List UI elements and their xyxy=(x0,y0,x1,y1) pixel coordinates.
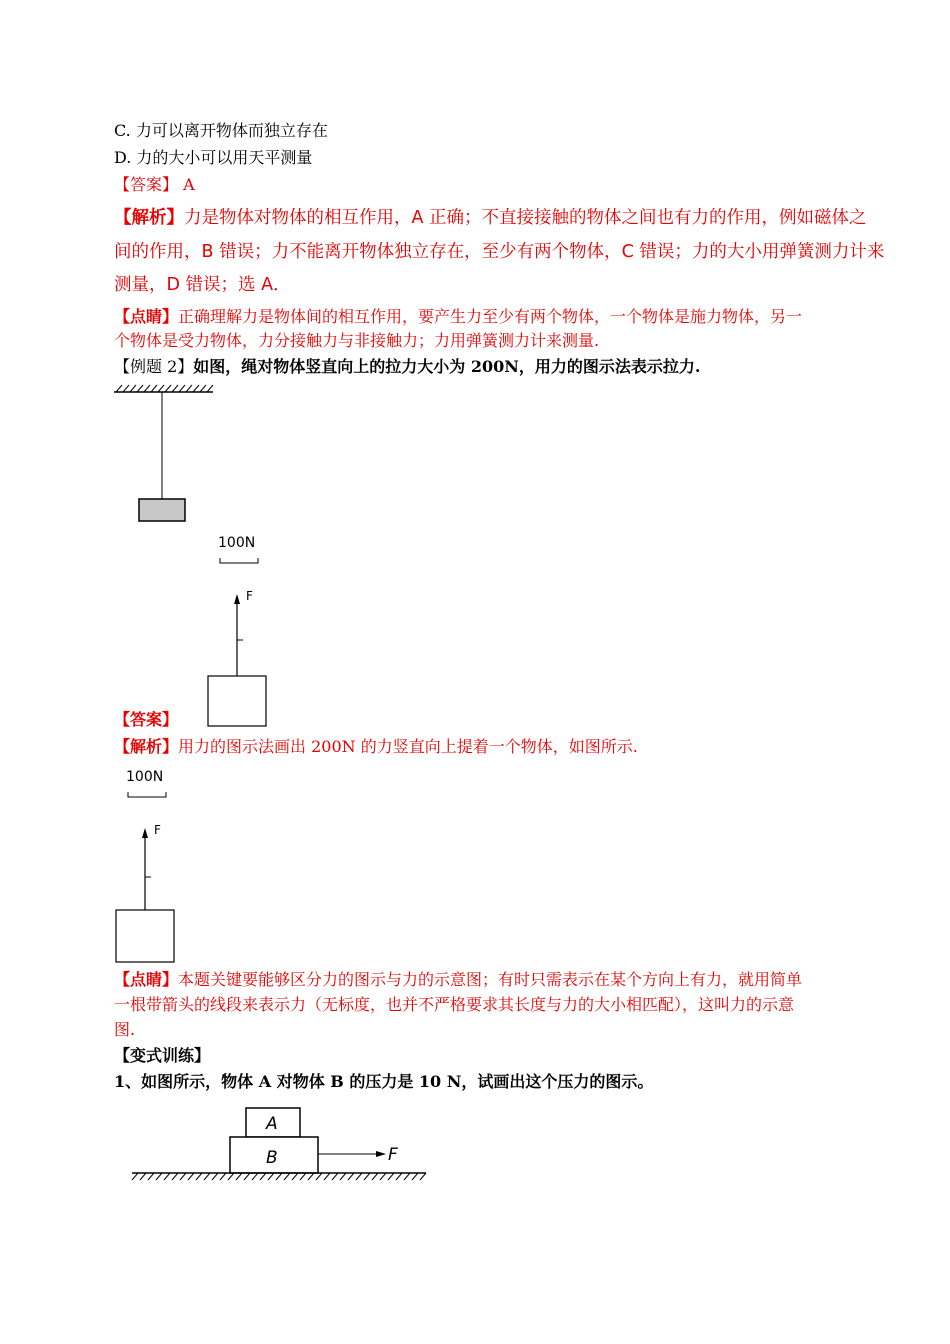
option-d: D. 力的大小可以用天平测量 xyxy=(114,148,313,167)
comment-2-line-1 xyxy=(114,969,802,991)
force-arrowhead xyxy=(142,828,148,838)
hanging-block-figure xyxy=(110,382,220,527)
answer-tag: 【答案】 xyxy=(114,175,179,194)
analysis-1-line-3: 测量，D 错误；选 A． xyxy=(114,275,291,295)
analysis-1-line-1 xyxy=(114,206,867,230)
object-box xyxy=(208,676,266,726)
force-arrowhead xyxy=(234,594,240,604)
comment-text: 正确理解力是物体间的相互作用，要产生力至少有两个物体，一个物体是施力物体，另一 xyxy=(178,307,803,326)
force-label: F xyxy=(246,589,253,603)
analysis-2-tag: 【解析】 xyxy=(114,737,179,756)
variant-title: 【变式训练】 xyxy=(114,1046,211,1065)
blocks-figure xyxy=(128,1104,433,1186)
ground-hatching xyxy=(132,1173,426,1180)
comment-tag: 【点睛】 xyxy=(114,307,179,326)
hanging-block xyxy=(139,499,185,521)
answer-1 xyxy=(114,174,195,196)
comment-1-line-1 xyxy=(114,306,802,328)
force-f-arrowhead xyxy=(376,1151,386,1157)
object-box xyxy=(116,910,174,962)
analysis-1-line-2: 间的作用，B 错误；力不能离开物体独立存在，至少有两个物体，C 错误；力的大小用弹簧测力计来 xyxy=(114,242,885,262)
scale-bar xyxy=(220,558,258,563)
force-diagram-1 xyxy=(200,530,280,730)
scale-label: 100N xyxy=(218,535,256,551)
scale-bar xyxy=(128,792,166,797)
comment-2-text: 本题关键要能够区分力的图示与力的示意图；有时只需表示在某个方向上有力，就用简单 xyxy=(178,970,803,989)
block-b-label: B xyxy=(266,1148,278,1168)
force-diagram-2 xyxy=(108,764,188,964)
scale-label: 100N xyxy=(126,769,164,785)
ceiling-hatching xyxy=(116,385,213,392)
answer-2: 【答案】 xyxy=(114,710,179,729)
comment-2-line-3: 图. xyxy=(114,1020,136,1039)
answer-value: A xyxy=(178,175,195,194)
variant-question-1: 1、如图所示，物体 A 对物体 B 的压力是 10 N，试画出这个压力的图示。 xyxy=(114,1072,654,1091)
force-f-label: F xyxy=(388,1145,398,1165)
comment-1-line-2: 个物体是受力物体，力分接触力与非接触力；力用弹簧测力计来测量. xyxy=(114,331,600,350)
block-a-label: A xyxy=(266,1114,278,1134)
analysis-text: 力是物体对物体的相互作用，A 正确；不直接接触的物体之间也有力的作用，例如磁体之 xyxy=(184,208,867,228)
example-tag: 【例题 2】 xyxy=(114,357,194,376)
example-text: 如图，绳对物体竖直向上的拉力大小为 200N，用力的图示法表示拉力. xyxy=(193,357,701,376)
force-label: F xyxy=(154,823,161,837)
analysis-tag: 【解析】 xyxy=(114,208,184,228)
comment-2-tag: 【点睛】 xyxy=(114,970,179,989)
comment-2-line-2: 一根带箭头的线段来表示力（无标度，也并不严格要求其长度与力的大小相匹配），这叫力的示意 xyxy=(114,995,795,1014)
analysis-2 xyxy=(114,736,638,758)
example-2-question xyxy=(114,356,700,378)
option-c: C. 力可以离开物体而独立存在 xyxy=(114,121,328,140)
analysis-2-text: 用力的图示法画出 200N 的力竖直向上提着一个物体，如图所示. xyxy=(178,737,638,756)
